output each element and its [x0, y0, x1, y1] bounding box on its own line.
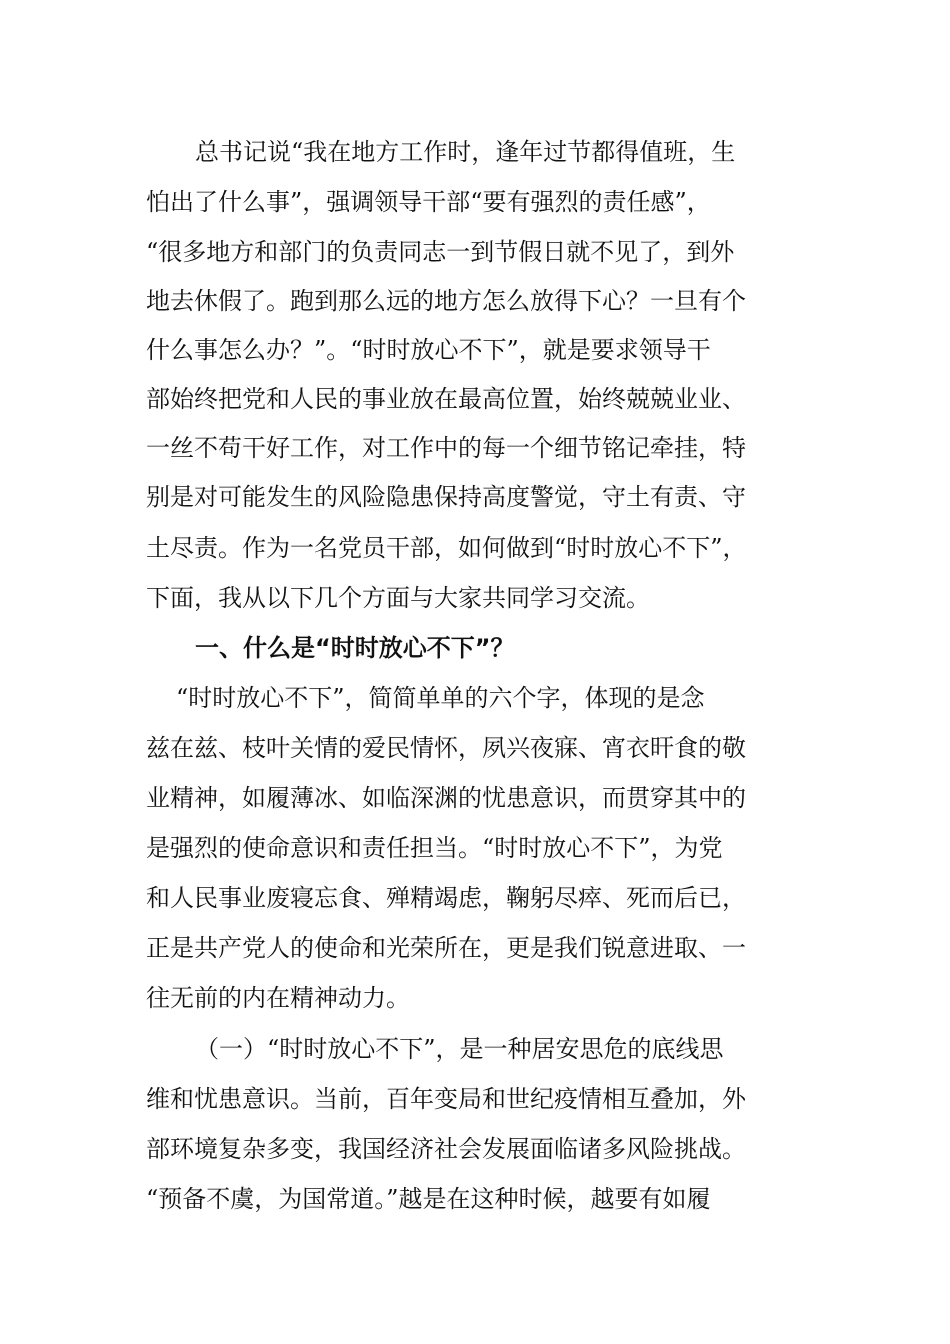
paragraph-line: 正是共产党人的使命和光荣所在，更是我们锐意进取、一	[146, 934, 746, 962]
paragraph-line: 部环境复杂多变，我国经济社会发展面临诸多风险挑战。	[146, 1135, 746, 1163]
paragraph-line: 和人民事业废寝忘食、殚精竭虑，鞠躬尽瘁、死而后已，	[146, 884, 746, 912]
paragraph-line: 总书记说“我在地方工作时，逢年过节都得值班，生	[195, 138, 736, 166]
paragraph-line: 往无前的内在精神动力。	[146, 984, 410, 1012]
paragraph-line: 兹在兹、枝叶关情的爱民情怀，夙兴夜寐、宵衣旰食的敬	[146, 734, 746, 762]
paragraph-line: 地去休假了。跑到那么远的地方怎么放得下心？一旦有个	[146, 287, 746, 315]
paragraph-line: “时时放心不下”，简简单单的六个字，体现的是念	[176, 684, 705, 712]
paragraph-line: 下面，我从以下几个方面与大家共同学习交流。	[146, 584, 650, 612]
paragraph-line: 什么事怎么办？”。“时时放心不下”，就是要求领导干	[146, 336, 711, 364]
paragraph-line: （一）“时时放心不下”，是一种居安思危的底线思	[195, 1035, 724, 1063]
paragraph-line: 别是对可能发生的风险隐患保持高度警觉，守土有责、守	[146, 483, 746, 511]
paragraph-line: “很多地方和部门的负责同志一到节假日就不见了，到外	[146, 238, 735, 266]
paragraph-line: 部始终把党和人民的事业放在最高位置，始终兢兢业业、	[146, 385, 746, 413]
paragraph-line: 业精神，如履薄冰、如临深渊的忧患意识，而贯穿其中的	[146, 784, 746, 812]
paragraph-line: 是强烈的使命意识和责任担当。“时时放心不下”，为党	[146, 834, 723, 862]
paragraph-line: 怕出了什么事”，强调领导干部“要有强烈的责任感”，	[146, 188, 711, 216]
paragraph-line: “预备不虞，为国常道。”越是在这种时候，越要有如履	[146, 1185, 711, 1213]
paragraph-line: 土尽责。作为一名党员干部，如何做到“时时放心不下”，	[146, 534, 747, 562]
paragraph-line: 一丝不苟干好工作，对工作中的每一个细节铭记牵挂，特	[146, 434, 746, 462]
section-heading: 一、什么是“时时放心不下”？	[195, 634, 515, 662]
paragraph-line: 维和忧患意识。当前，百年变局和世纪疫情相互叠加，外	[146, 1085, 746, 1113]
